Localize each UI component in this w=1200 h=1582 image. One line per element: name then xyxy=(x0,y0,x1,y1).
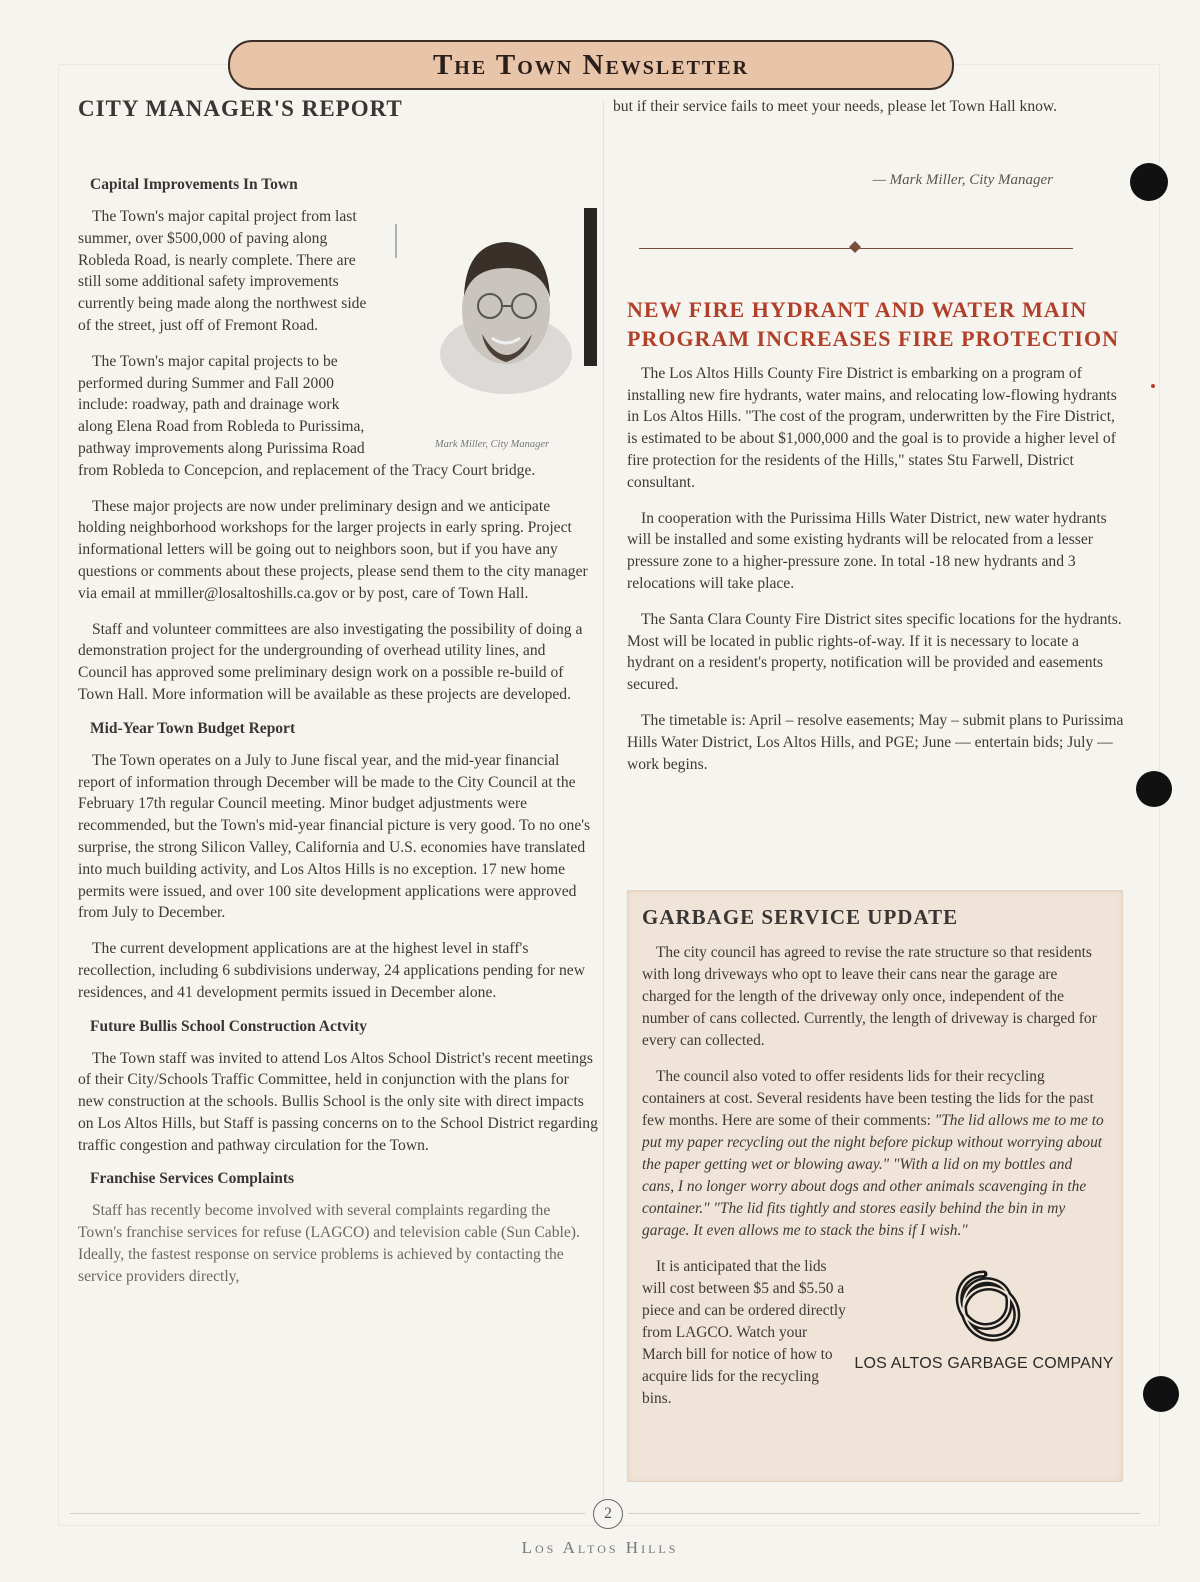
fire-hydrant-title-line-1: NEW FIRE HYDRANT AND WATER MAIN xyxy=(627,296,1088,322)
capital-paragraph-1: The Town's major capital project from last summer, over $500,000 of paving along Robleda Road, is nearly complete. There are still some additional safety improvements currently being made along the northwest side of the street, just off of Fremont Road. xyxy=(78,208,367,334)
footer-line-right xyxy=(628,1513,1140,1514)
binder-hole-top xyxy=(1130,163,1168,201)
photo-caption: Mark Miller, City Manager xyxy=(434,439,550,450)
binder-hole-middle xyxy=(1136,771,1172,807)
garbage-title: GARBAGE SERVICE UPDATE xyxy=(642,905,959,929)
page-number: 2 xyxy=(593,1499,623,1529)
binder-hole-bottom xyxy=(1143,1376,1179,1412)
diamond-icon xyxy=(849,241,861,253)
red-speck xyxy=(1151,384,1155,388)
fire-hydrant-paragraph-2: In cooperation with the Purissima Hills Water District, new water hydrants will be installed and some existing hydrants will be relocated from a lesser pressure zone to a higher-pressure zone. In total -18 new hydrants and 3 relocations will take place. xyxy=(627,509,1107,592)
franchise-continued: but if their service fails to meet your needs, please let Town Hall know. xyxy=(613,98,1058,115)
bullis-heading: Future Bullis School Construction Actvity xyxy=(90,1017,368,1035)
manager-signature: — Mark Miller, City Manager xyxy=(872,171,1053,188)
budget-heading: Mid-Year Town Budget Report xyxy=(90,719,296,737)
franchise-paragraph: Staff has recently become involved with several complaints regarding the Town's franchise services for refuse (LAGCO) and television cable (Sun Cable). Ideally, the fastest response on service problems is achieved by contacting the service providers directly, xyxy=(78,1202,580,1285)
capital-improvements-heading: Capital Improvements In Town xyxy=(90,176,298,193)
bullis-paragraph: The Town staff was invited to attend Los Altos School District's recent meetings of their City/Schools Traffic Committee, held in conjunction with the plans for new construction at the schools. Bullis School is the only site with direct impacts on Los Altos Hills, but Staff is passing concerns on to the School District regarding traffic congestion and pathway circulation for the Town. xyxy=(78,1049,598,1154)
fire-hydrant-title-line-2: PROGRAM INCREASES FIRE PROTECTION xyxy=(627,325,1119,351)
fire-hydrant-paragraph-1: The Los Altos Hills County Fire District is embarking on a program of installing new fire hydrants, water mains, and relocating low-flowing hydrants in Los Altos Hills. "The cost of the program, underwritten by the Fire District, is estimated to be about $1,000,000 and the goal is to provide a higher level of fire protection for the residents of the Hills," states Stu Farwell, District consultant. xyxy=(627,364,1117,491)
garbage-service-box xyxy=(627,890,1123,1482)
garbage-paragraph-2 xyxy=(642,1066,1108,1242)
footer-town-name: Los Altos Hills xyxy=(521,1538,679,1557)
franchise-heading: Franchise Services Complaints xyxy=(90,1170,295,1188)
budget-paragraph-2: The current development applications are at the highest level in staff's recollection, including 6 subdivisions underway, 24 applications pending for new residences, and 41 development permits issued in December alone. xyxy=(78,940,585,1001)
lagco-company-name: LOS ALTOS GARBAGE COMPANY xyxy=(854,1355,1114,1372)
section-ornament xyxy=(639,241,1073,255)
garbage-paragraph-3: It is anticipated that the lids will cost between $5 and $5.50 a piece and can be ordered directly from LAGCO. Watch your March bill for notice of how to acquire lids for the recycling bins. xyxy=(642,1258,846,1407)
fire-hydrant-paragraph-3: The Santa Clara County Fire District sites specific locations for the hydrants. Most will be located in public rights-of-way. If it is necessary to locate a hydrant on a resident's property, notification will be provided and easements secured. xyxy=(627,610,1122,694)
capital-paragraph-4: Staff and volunteer committees are also investigating the possibility of doing a demonstration project for the undergrounding of overhead utility lines, and Council has approved some preliminary design work on a possible re-build of Town Hall. More information will be available as these projects are developed. xyxy=(78,620,583,703)
masthead-banner xyxy=(228,40,954,90)
garbage-paragraph-1: The city council has agreed to revise the rate structure so that residents with long driveways who opt to leave their cans near the garage are charged for the length of the driveway only once, independent of the number of cans collected. Currently, the length of driveway is charged for every can collected. xyxy=(642,944,1097,1049)
portrait-image xyxy=(386,206,598,396)
recycle-knot-icon xyxy=(939,1264,1029,1350)
city-manager-title: CITY MANAGER'S REPORT xyxy=(78,96,403,121)
budget-paragraph-1: The Town operates on a July to June fiscal year, and the mid-year financial report of information through December will be made to the City Council at the February 17th regular Council meeting. Minor budget adjustments were recommended, but the Town's mid-year financial picture is very good. To no one's surprise, the strong Silicon Valley, California and U.S. economies have translated into much building activity, and Los Altos Hills is no exception. 17 new home permits were issued, and over 100 site development applications were approved from July to December. xyxy=(78,751,591,922)
garbage-paragraph-2-intro: The council also voted to offer residents lids for their recycling containers at cost. Several residents have been testing the lids for the past few months. Here are some of their comments: xyxy=(642,1068,1094,1129)
footer-line-left xyxy=(70,1513,585,1514)
masthead-title: The Town Newsletter xyxy=(432,48,750,81)
capital-paragraph-3: These major projects are now under preliminary design and we anticipate holding neighborhood workshops for the larger projects in early spring. Project informational letters will be going out to neighbors soon, but if you have any questions or comments about these projects, please send them to the city manager via email at mmiller@losaltoshills.ca.gov or by post, care of Town Hall. xyxy=(78,497,588,602)
lagco-logo xyxy=(854,1264,1114,1373)
city-manager-photo xyxy=(386,206,598,451)
right-column xyxy=(613,96,1128,789)
fire-hydrant-paragraph-4: The timetable is: April – resolve easements; May – submit plans to Purissima Hills Water District, Los Altos Hills, and PGE; June — entertain bids; July —work begins. xyxy=(627,711,1124,773)
resident-quotes: "The lid allows me to me to put my paper recycling out the night before pickup without worrying about the paper getting wet or blowing away." "With a lid on my bottles and cans, I no longer worry about dogs and other animals scavenging in the container." "The lid fits tightly and stores easily behind the bin in my garage. It even allows me to stack the bins if I wish." xyxy=(642,1112,1104,1239)
left-column xyxy=(78,96,598,1302)
column-divider xyxy=(603,100,604,1500)
lagco-section xyxy=(642,1256,1114,1410)
capital-paragraph-2: The Town's major capital projects to be performed during Summer and Fall 2000 include: roadway, path and drainage work along Elena Road from Robleda to Purissima, pathway improvements along Purissima Road from Robleda to Concepcion, and replacement of the Tracy Court bridge. xyxy=(78,352,536,479)
